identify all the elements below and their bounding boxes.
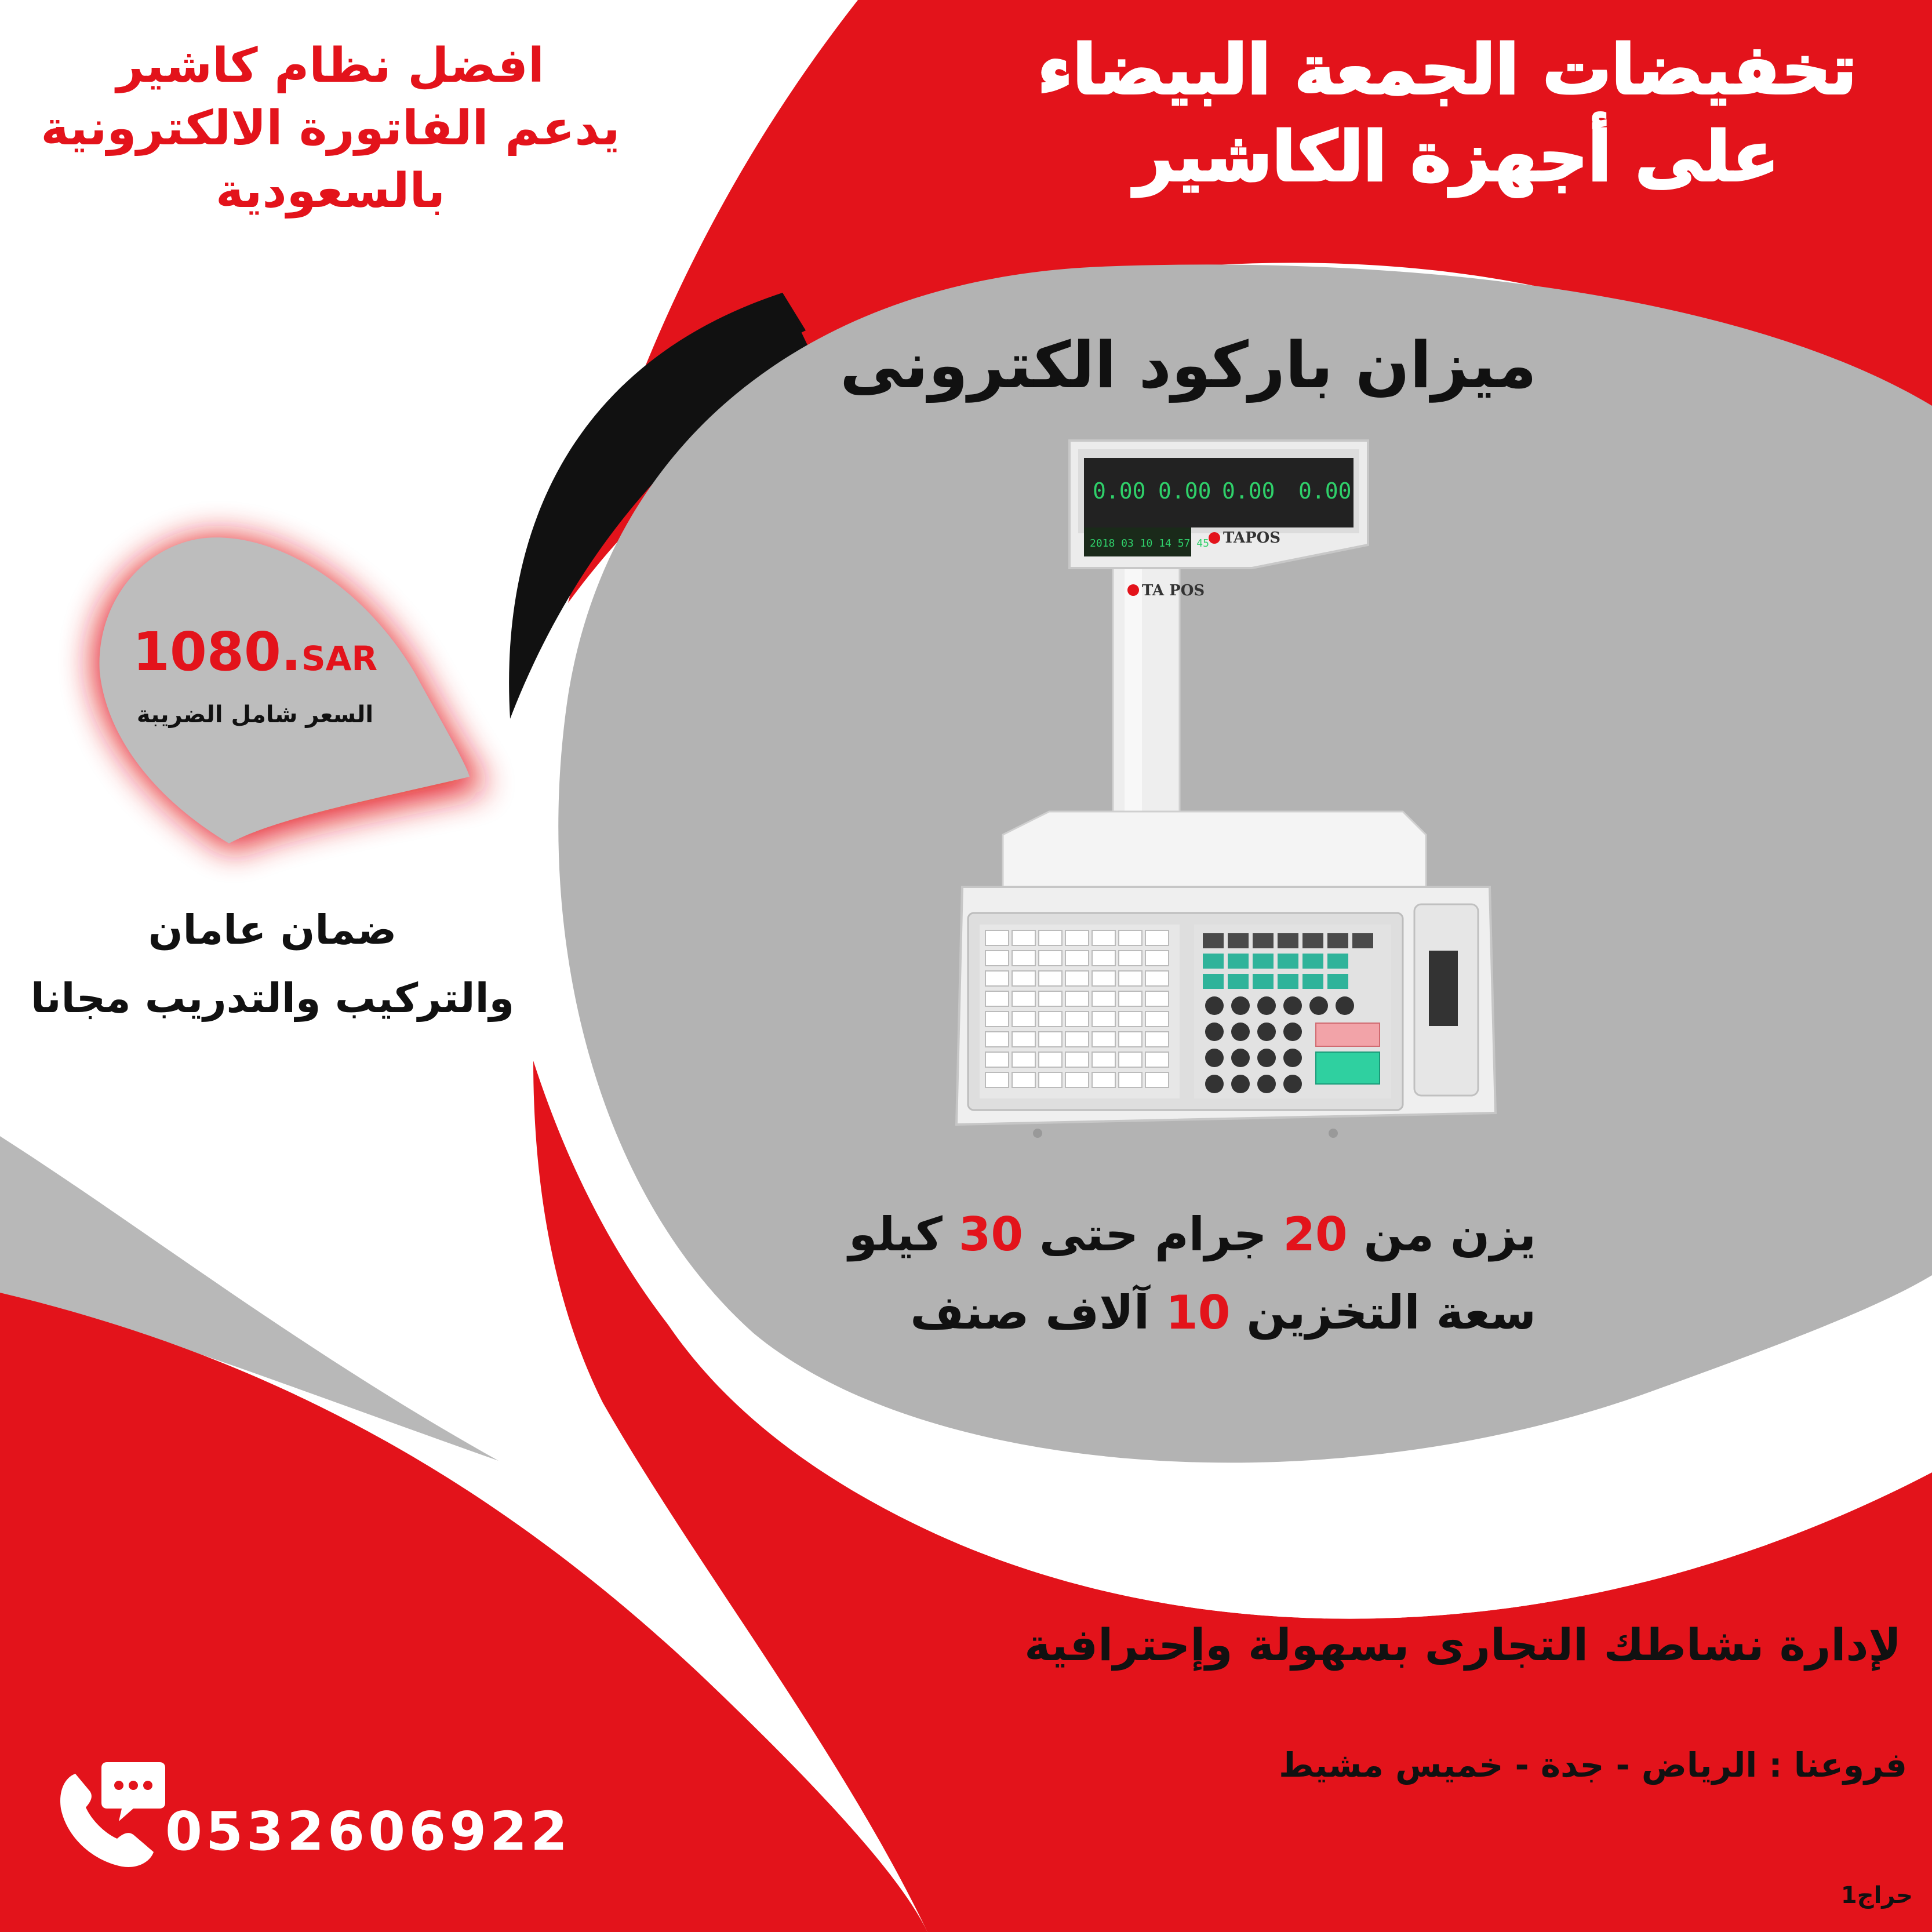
price-amount: 1080.: [132, 621, 301, 683]
product-title: ميزان باركود الكترونى: [839, 328, 1537, 402]
barcode-scale-image: [904, 429, 1519, 1165]
svg-text:0.00: 0.00: [1158, 478, 1211, 504]
price-currency: SAR: [301, 639, 378, 678]
price: [93, 620, 417, 690]
footnote: حراج1: [1840, 1882, 1913, 1909]
svg-text:2018 03 10 14 57 45: 2018 03 10 14 57 45: [1090, 537, 1209, 550]
promo-line-1: تخفيضات الجمعة البيضاء: [1038, 30, 1857, 110]
branches: فروعنا : الرياض - جدة - خميس مشيط: [1279, 1745, 1907, 1785]
slogan-line-2: يدعم الفاتورة الالكترونية: [41, 101, 620, 156]
warranty-line-2: والتركيب والتدريب مجانا: [30, 974, 515, 1022]
spec-text: يزن من: [1347, 1207, 1536, 1261]
spec-min-weight: 20: [1283, 1207, 1348, 1261]
svg-text:0.00: 0.00: [1222, 478, 1275, 504]
phone-chat-icon: [52, 1756, 168, 1872]
spec-text: جرام حتى: [1023, 1207, 1283, 1261]
spec-item-count: 10: [1166, 1286, 1231, 1340]
tapos-logo-pole: TA POS: [1142, 582, 1205, 599]
spec-max-weight: 30: [958, 1207, 1024, 1261]
tapos-logo-display: TAPOS: [1223, 529, 1281, 547]
slogan-line-3: بالسعودية: [215, 163, 446, 219]
spec-text: آلاف صنف: [910, 1286, 1166, 1340]
promo-line-2: على أجهزة الكاشير: [1134, 117, 1780, 197]
price-note: السعر شامل الضريبة: [136, 701, 374, 728]
promo-headline: [1038, 26, 1857, 200]
phone-number[interactable]: 0532606922: [165, 1800, 572, 1862]
warranty: [23, 896, 522, 1032]
svg-text:0.00: 0.00: [1298, 478, 1352, 504]
slogan-line-1: افضل نظام كاشير: [116, 38, 545, 93]
spec-storage: [841, 1284, 1536, 1342]
warranty-line-1: ضمان عامان: [148, 906, 397, 954]
spec-weight-range: [841, 1206, 1536, 1264]
svg-text:0.00: 0.00: [1093, 478, 1146, 504]
spec-text: كيلو: [848, 1207, 959, 1261]
tagline: لإدارة نشاطك التجارى بسهولة وإحترافية: [1024, 1619, 1901, 1671]
slogan: [41, 35, 620, 223]
spec-text: سعة التخزين: [1230, 1286, 1536, 1340]
